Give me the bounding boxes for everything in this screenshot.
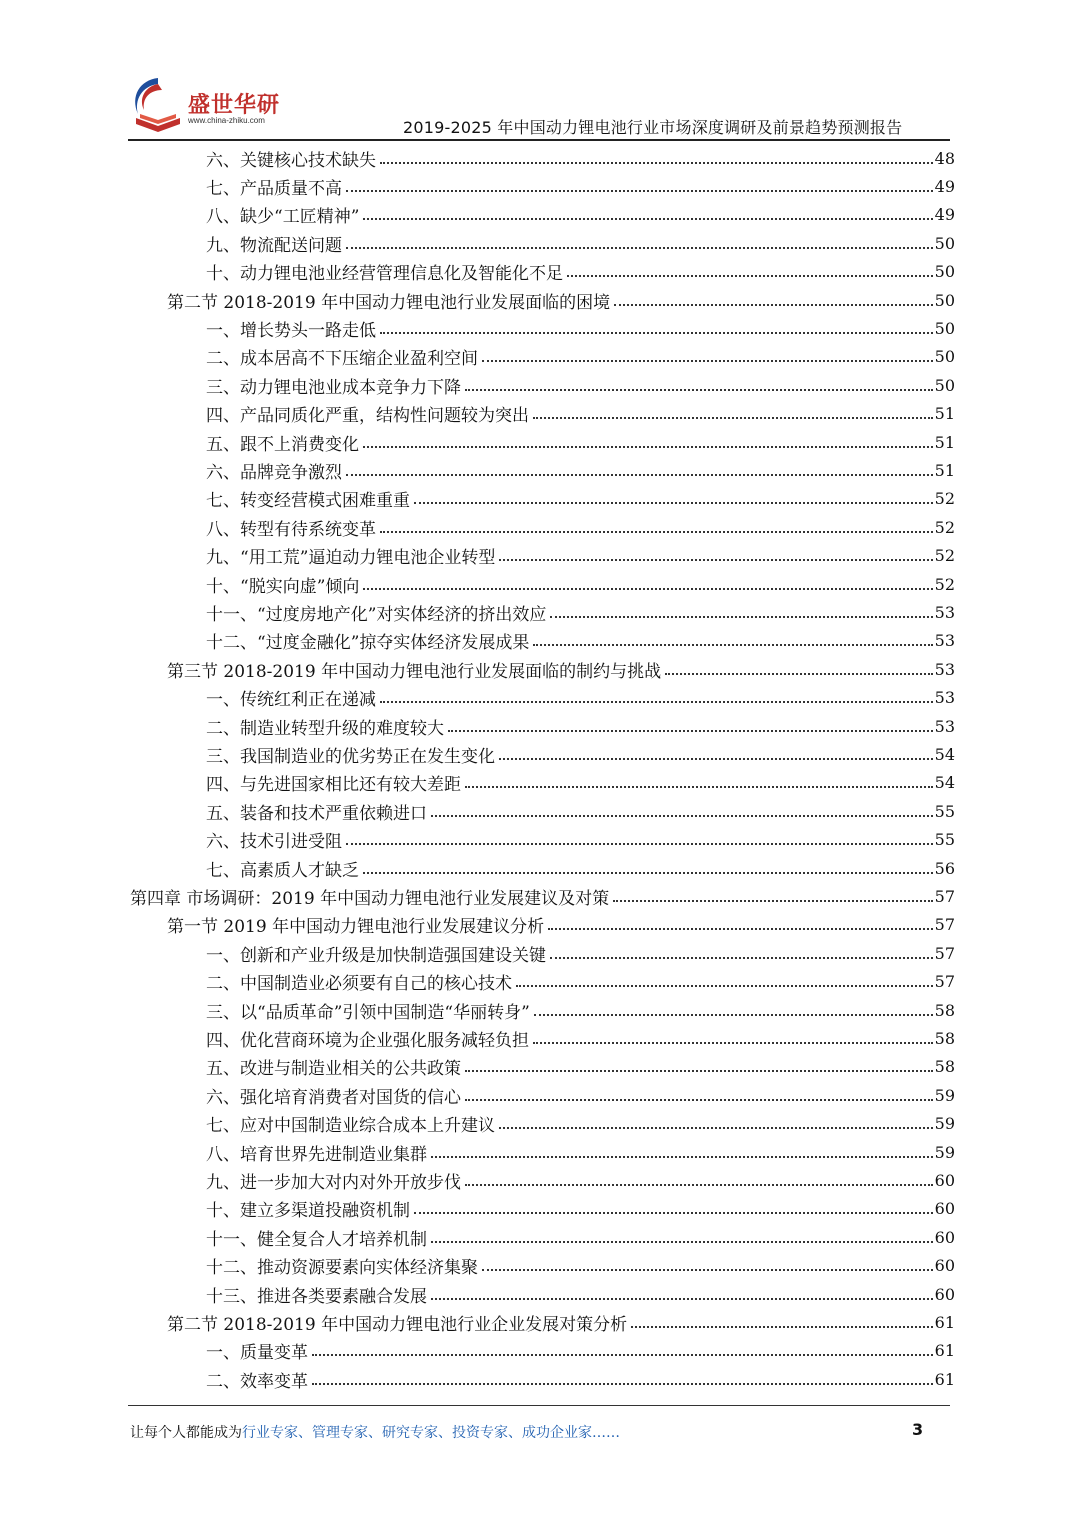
toc-entry-page: 54 (934, 744, 955, 764)
toc-entry[interactable] (206, 144, 955, 172)
toc-dot-leader (431, 1155, 933, 1158)
toc-entry-title: 七、应对中国制造业综合成本上升建议 (206, 1116, 495, 1137)
toc-dot-leader (431, 1240, 933, 1243)
footer-slogan (130, 1422, 620, 1442)
toc-entry-title: 七、高素质人才缺乏 (206, 860, 359, 881)
toc-dot-leader (533, 416, 933, 419)
toc-entry-page: 53 (934, 716, 955, 736)
toc-dot-leader (414, 501, 933, 504)
toc-dot-leader (431, 1297, 933, 1300)
toc-entry[interactable] (206, 826, 955, 854)
toc-entry-page: 60 (934, 1256, 955, 1276)
toc-entry-page: 55 (934, 830, 955, 850)
toc-entry-title: 四、与先进国家相比还有较大差距 (206, 775, 461, 796)
toc-entry-page: 52 (934, 489, 955, 509)
toc-entry-page: 55 (934, 801, 955, 821)
toc-entry[interactable] (206, 939, 955, 967)
toc-entry-page: 52 (934, 574, 955, 594)
toc-entry-page: 59 (934, 1114, 955, 1134)
toc-entry-title: 三、动力锂电池业成本竞争力下降 (206, 377, 461, 398)
toc-dot-leader (465, 1183, 933, 1186)
toc-entry-page: 60 (934, 1227, 955, 1247)
toc-entry-page: 51 (934, 404, 955, 424)
toc-entry-title: 五、跟不上消费变化 (206, 434, 359, 455)
toc-dot-leader (380, 530, 933, 533)
toc-entry[interactable] (206, 684, 955, 712)
toc-entry[interactable] (206, 1195, 955, 1223)
toc-entry[interactable] (206, 1024, 955, 1052)
toc-entry-title: 一、质量变革 (206, 1343, 308, 1364)
toc-entry-title: 二、中国制造业必须要有自己的核心技术 (206, 974, 512, 995)
toc-entry[interactable] (206, 258, 955, 286)
toc-entry-title: 六、技术引进受阻 (206, 832, 342, 853)
toc-entry-title: 一、创新和产业升级是加快制造强国建设关键 (206, 945, 546, 966)
toc-dot-leader (346, 842, 933, 845)
toc-entry-page: 60 (934, 1199, 955, 1219)
toc-dot-leader (346, 473, 933, 476)
logo-name: 盛世华研 (188, 93, 281, 118)
toc-entry[interactable] (206, 513, 955, 541)
toc-entry[interactable] (206, 1223, 955, 1251)
toc-dot-leader (567, 274, 933, 277)
toc-dot-leader (516, 984, 933, 987)
toc-dot-leader (533, 1041, 933, 1044)
toc-dot-leader (499, 558, 932, 561)
toc-dot-leader (482, 359, 933, 362)
toc-dot-leader (534, 1013, 933, 1016)
toc-entry-page: 50 (934, 375, 955, 395)
footer-slogan-lead: 让每个人都能成为 (130, 1425, 242, 1441)
toc-entry[interactable] (206, 1365, 955, 1393)
toc-entry[interactable] (206, 1081, 955, 1109)
toc-dot-leader (465, 388, 933, 391)
toc-entry-page: 61 (934, 1369, 955, 1389)
toc-entry-page: 61 (934, 1341, 955, 1361)
toc-entry-page: 49 (934, 205, 955, 225)
toc-dot-leader (414, 1211, 933, 1214)
page-number: 3 (912, 1420, 924, 1439)
toc-entry-title: 第二节 2018-2019 年中国动力锂电池行业发展面临的困境 (167, 292, 611, 313)
toc-entry-page: 56 (934, 858, 955, 878)
toc-dot-leader (550, 956, 933, 959)
toc-entry[interactable] (206, 797, 955, 825)
toc-dot-leader (499, 1126, 933, 1129)
toc-entry[interactable] (206, 1252, 955, 1280)
toc-entry-title: 六、关键核心技术缺失 (206, 150, 376, 171)
toc-entry-title: 十、动力锂电池业经营管理信息化及智能化不足 (206, 264, 563, 285)
toc-entry[interactable] (206, 854, 955, 882)
toc-entry-title: 十二、“过度金融化”掠夺实体经济发展成果 (206, 633, 530, 654)
toc-entry-title: 一、传统红利正在递减 (206, 690, 376, 711)
toc-entry-page: 61 (934, 1312, 955, 1332)
toc-entry[interactable] (206, 598, 955, 626)
toc-entry-page: 53 (934, 631, 955, 651)
footer-slogan-roles: 行业专家、管理专家、研究专家、投资专家、成功企业家…… (242, 1425, 620, 1441)
toc-dot-leader (499, 757, 933, 760)
toc-entry[interactable] (206, 996, 955, 1024)
toc-entry[interactable] (167, 1308, 955, 1336)
toc-entry[interactable] (206, 400, 955, 428)
toc-entry-title: 十三、推进各类要素融合发展 (206, 1286, 427, 1307)
toc-dot-leader (550, 615, 932, 618)
toc-entry[interactable] (167, 655, 955, 683)
toc-entry-page: 58 (934, 1028, 955, 1048)
toc-dot-leader (448, 729, 933, 732)
toc-dot-leader (613, 899, 933, 902)
toc-entry-title: 五、装备和技术严重依赖进口 (206, 803, 427, 824)
toc-entry[interactable] (206, 769, 955, 797)
toc-entry[interactable] (167, 911, 955, 939)
toc-entry-page: 53 (934, 688, 955, 708)
toc-entry[interactable] (206, 371, 955, 399)
toc-entry[interactable] (206, 1280, 955, 1308)
toc-entry-title: 五、改进与制造业相关的公共政策 (206, 1059, 461, 1080)
toc-entry[interactable] (206, 542, 955, 570)
toc-dot-leader (380, 700, 933, 703)
toc-entry-title: 第一节 2019 年中国动力锂电池行业发展建议分析 (167, 917, 545, 938)
toc-entry-page: 59 (934, 1085, 955, 1105)
toc-dot-leader (312, 1353, 933, 1356)
page-header (0, 0, 1083, 140)
toc-entry-page: 58 (934, 1000, 955, 1020)
toc-entry-title: 四、产品同质化严重，结构性问题较为突出 (206, 406, 529, 427)
toc-entry-page: 48 (934, 148, 955, 168)
toc-dot-leader (465, 1069, 933, 1072)
toc-dot-leader (380, 161, 933, 164)
toc-entry-title: 六、强化培育消费者对国货的信心 (206, 1087, 461, 1108)
toc-entry-page: 57 (934, 915, 955, 935)
toc-entry-page: 51 (934, 460, 955, 480)
toc-entry[interactable] (130, 882, 955, 910)
toc-entry-title: 八、培育世界先进制造业集群 (206, 1144, 427, 1165)
toc-entry-page: 57 (934, 943, 955, 963)
toc-entry-title: 第二节 2018-2019 年中国动力锂电池行业企业发展对策分析 (167, 1314, 628, 1335)
toc-entry-page: 50 (934, 290, 955, 310)
toc-entry[interactable] (206, 229, 955, 257)
toc-dot-leader (346, 246, 933, 249)
toc-entry[interactable] (206, 1337, 955, 1365)
toc-entry-title: 七、产品质量不高 (206, 178, 342, 199)
toc-dot-leader (533, 643, 932, 646)
toc-entry-page: 60 (934, 1170, 955, 1190)
toc-entry[interactable] (206, 485, 955, 513)
toc-entry-title: 十一、“过度房地产化”对实体经济的挤出效应 (206, 604, 547, 625)
footer-divider (128, 1405, 950, 1406)
toc-entry[interactable] (206, 570, 955, 598)
report-title: 2019-2025 年中国动力锂电池行业市场深度调研及前景趋势预测报告 (403, 118, 903, 137)
toc-entry-title: 十一、健全复合人才培养机制 (206, 1229, 427, 1250)
toc-entry[interactable] (206, 1166, 955, 1194)
toc-entry[interactable] (206, 456, 955, 484)
toc-entry-page: 52 (934, 546, 955, 566)
toc-entry-page: 60 (934, 1284, 955, 1304)
toc-entry-title: 二、制造业转型升级的难度较大 (206, 718, 444, 739)
toc-entry-page: 58 (934, 1057, 955, 1077)
toc-entry-title: 十二、推动资源要素向实体经济集聚 (206, 1258, 478, 1279)
toc-entry[interactable] (206, 1110, 955, 1138)
toc-dot-leader (665, 672, 933, 675)
toc-entry-page: 57 (934, 972, 955, 992)
toc-dot-leader (465, 785, 933, 788)
toc-entry-page: 53 (934, 659, 955, 679)
toc-entry-title: 四、优化营商环境为企业强化服务减轻负担 (206, 1030, 529, 1051)
toc-dot-leader (363, 445, 933, 448)
toc-entry[interactable] (206, 1138, 955, 1166)
toc-dot-leader (465, 1098, 933, 1101)
toc-entry[interactable] (167, 286, 955, 314)
toc-entry[interactable] (206, 968, 955, 996)
toc-dot-leader (363, 871, 933, 874)
toc-entry-title: 第四章 市场调研：2019 年中国动力锂电池行业发展建议及对策 (130, 888, 610, 909)
toc-entry-title: 七、转变经营模式困难重重 (206, 491, 410, 512)
toc-entry-page: 59 (934, 1142, 955, 1162)
toc-entry-page: 50 (934, 318, 955, 338)
toc-entry[interactable] (206, 712, 955, 740)
toc-dot-leader (380, 331, 933, 334)
toc-entry-title: 九、“用工荒”逼迫动力锂电池企业转型 (206, 548, 496, 569)
toc-dot-leader (363, 217, 932, 220)
toc-dot-leader (614, 303, 933, 306)
toc-entry-page: 52 (934, 517, 955, 537)
toc-entry[interactable] (206, 314, 955, 342)
toc-entry-page: 50 (934, 347, 955, 367)
toc-entry[interactable] (206, 1053, 955, 1081)
toc-entry-title: 二、成本居高不下压缩企业盈利空间 (206, 349, 478, 370)
toc-entry-page: 49 (934, 176, 955, 196)
company-logo (128, 74, 288, 136)
toc-entry-title: 二、效率变革 (206, 1371, 308, 1392)
toc-entry-title: 八、缺少“工匠精神” (206, 207, 360, 228)
toc-entry-page: 50 (934, 233, 955, 253)
toc-entry[interactable] (206, 343, 955, 371)
toc-entry-page: 50 (934, 262, 955, 282)
toc-entry-title: 第三节 2018-2019 年中国动力锂电池行业发展面临的制约与挑战 (167, 661, 662, 682)
toc-entry-title: 十、“脱实向虚”倾向 (206, 576, 360, 597)
toc-entry[interactable] (206, 428, 955, 456)
toc-dot-leader (548, 927, 933, 930)
toc-entry-title: 八、转型有待系统变革 (206, 519, 376, 540)
toc-entry-title: 六、品牌竞争激烈 (206, 462, 342, 483)
toc-entry[interactable] (206, 740, 955, 768)
toc-entry[interactable] (206, 172, 955, 200)
toc-entry-page: 51 (934, 432, 955, 452)
toc-entry-title: 九、物流配送问题 (206, 235, 342, 256)
toc-entry-title: 十、建立多渠道投融资机制 (206, 1201, 410, 1222)
toc-dot-leader (431, 814, 933, 817)
toc-dot-leader (363, 587, 932, 590)
toc-dot-leader (482, 1268, 933, 1271)
toc-dot-leader (631, 1325, 933, 1328)
toc-entry-title: 三、我国制造业的优劣势正在发生变化 (206, 746, 495, 767)
header-divider (128, 139, 950, 141)
toc-entry-page: 54 (934, 773, 955, 793)
toc-entry[interactable] (206, 201, 955, 229)
toc-entry-page: 53 (934, 602, 955, 622)
logo-emblem-icon (128, 74, 190, 136)
logo-url: www.china-zhiku.com (188, 116, 265, 125)
toc-entry-page: 57 (934, 886, 955, 906)
toc-entry-title: 三、以“品质革命”引领中国制造“华丽转身” (206, 1002, 530, 1023)
toc-dot-leader (312, 1382, 933, 1385)
toc-dot-leader (346, 189, 933, 192)
toc-entry-title: 一、增长势头一路走低 (206, 320, 376, 341)
toc-entry[interactable] (206, 627, 955, 655)
toc-entry-title: 九、进一步加大对内对外开放步伐 (206, 1172, 461, 1193)
